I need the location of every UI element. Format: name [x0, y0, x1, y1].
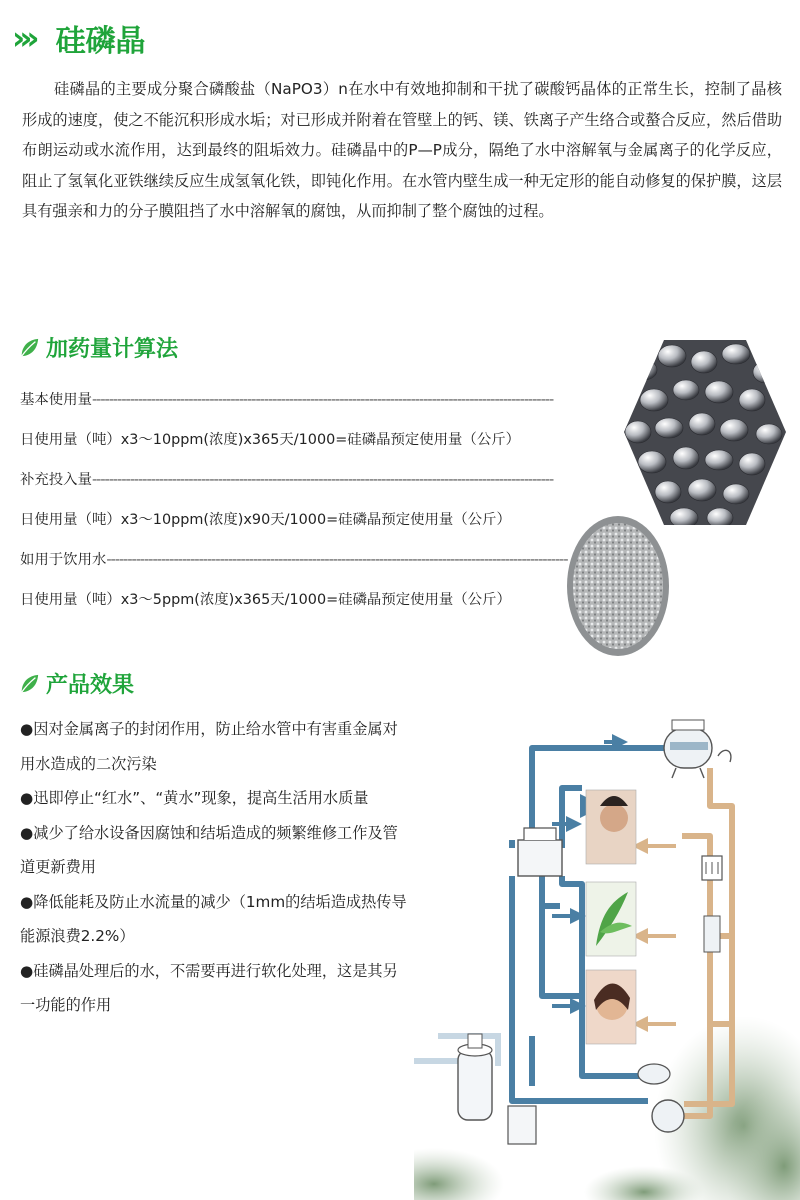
bullet-icon: ●: [20, 961, 34, 980]
effects-list: [20, 712, 410, 1023]
bullet-icon: ●: [20, 720, 34, 738]
effect-item: ●硅磷晶处理后的水，不需要再进行软化处理，这是其另一功能的作用: [20, 961, 398, 1014]
leaf-icon: [18, 673, 40, 695]
usage-images: [586, 790, 636, 1044]
effect-item: ●迅即停止“红水”、“黄水”现象，提高生活用水质量: [20, 789, 369, 807]
dosing-formula: 日使用量（吨）x3～10ppm(浓度)x365天/1000=硅磷晶预定使用量（公斤）: [20, 432, 520, 448]
dosing-title: 加药量计算法: [46, 337, 179, 362]
page-title: 硅磷晶: [55, 24, 146, 59]
dashed-leader: --------------------------------------------------------------------------------------------------------------: [91, 472, 554, 488]
page-header: [12, 16, 146, 60]
dosing-section-heading: [18, 332, 178, 363]
dashed-leader: --------------------------------------------------------------------------------------------------------------: [91, 392, 554, 408]
intro-paragraph: 硅磷晶的主要成分聚合磷酸盐（NaPO3）n在水中有效地抑制和干扰了碳酸钙晶体的正常生长，控制了晶核形成的速度，使之不能沉积形成水垢；对已形成并附着在管壁上的钙、镁、铁离子产生络合或螯合反应，然后借助布朗运动或水流作用，达到最终的阻垢效力。硅磷晶中的P—P成分，隔绝了水中溶解氧与金属离子的化学反应，阻止了氢氧化亚铁继续反应生成氢氧化铁，即钝化作用。在水管内壁生成一种无定形的能自动修复的保护膜，这层具有强亲和力的分子膜阻挡了水中溶解氧的腐蚀，从而抑制了整个腐蚀的过程。: [22, 80, 782, 220]
tan-return-arrows: [640, 846, 676, 1024]
water-system-diagram: [414, 706, 800, 1200]
crystal-dish-photo: [566, 514, 670, 658]
dosing-label: 补充投入量: [20, 472, 92, 488]
crystal-beads-photo: [624, 340, 786, 525]
chevrons-icon: ›››: [12, 19, 34, 57]
dosing-list: [20, 380, 580, 620]
rooftop-tank: [664, 720, 731, 778]
effects-section-heading: [18, 668, 134, 699]
dosing-label-row: [20, 540, 580, 580]
dosing-formula: 日使用量（吨）x3～5ppm(浓度)x365天/1000=硅磷晶预定使用量（公斤）: [20, 592, 511, 608]
dosing-label: 如用于饮用水: [20, 552, 107, 568]
filter-tank: [458, 1034, 492, 1120]
dosing-label: 基本使用量: [20, 392, 92, 408]
bullet-icon: ●: [20, 892, 34, 911]
dashed-leader: --------------------------------------------------------------------------------------------------------------: [106, 552, 568, 568]
dosing-label-row: [20, 460, 580, 500]
effects-title: 产品效果: [46, 673, 135, 698]
bullet-icon: ●: [20, 789, 34, 807]
leaf-icon: [18, 337, 40, 359]
dosing-formula: 日使用量（吨）x3～10ppm(浓度)x90天/1000=硅磷晶预定使用量（公斤）: [20, 512, 511, 528]
dosing-label-row: [20, 380, 580, 420]
effect-item: ●降低能耗及防止水流量的减少（1mm的结垢造成热传导能源浪费2.2%）: [20, 892, 407, 945]
effect-item: ●减少了给水设备因腐蚀和结垢造成的频繁维修工作及管道更新费用: [20, 823, 398, 876]
bullet-icon: ●: [20, 823, 34, 842]
effect-item: ●因对金属离子的封闭作用，防止给水管中有害重金属对用水造成的二次污染: [20, 720, 398, 773]
dosing-device: [518, 828, 562, 876]
